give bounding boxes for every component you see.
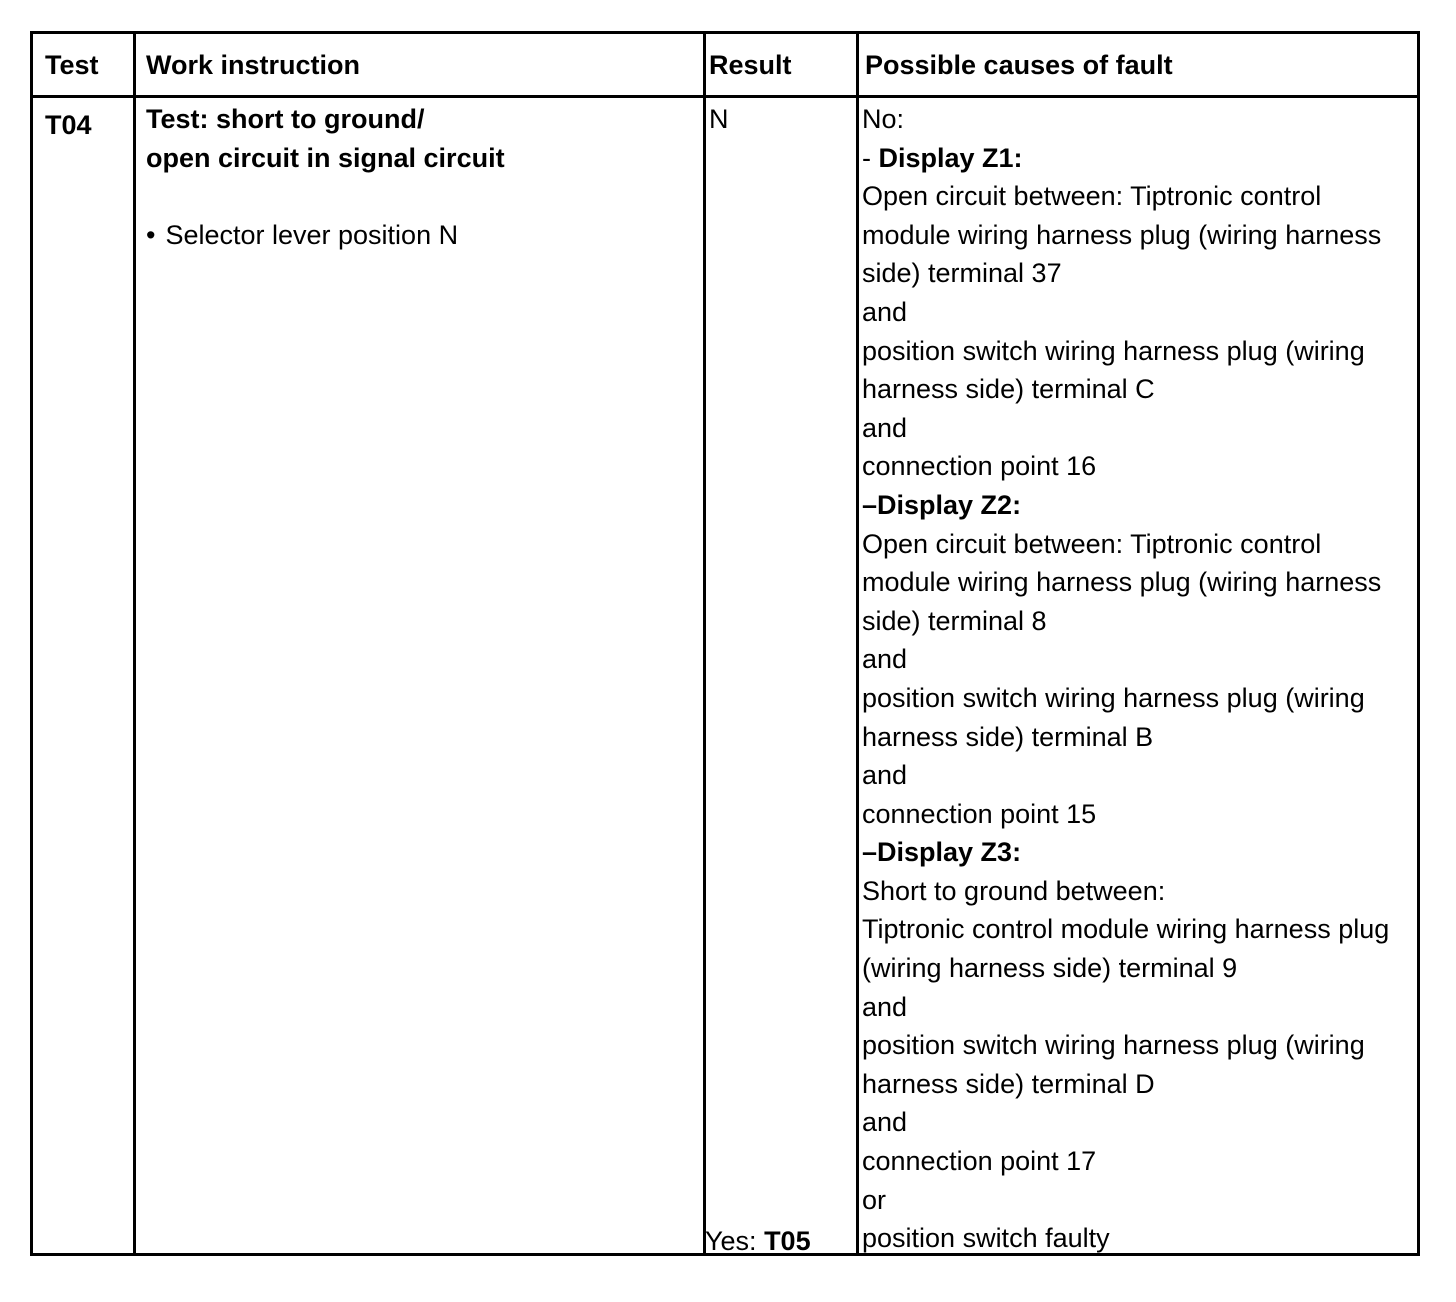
- cause-text: side) terminal 8: [862, 605, 1047, 636]
- cause-text: and: [862, 991, 908, 1022]
- cause-line: [862, 949, 1389, 988]
- cause-line: [862, 1219, 1389, 1258]
- cause-text: and: [862, 296, 908, 327]
- instruction-step: [146, 216, 505, 255]
- cause-text: and: [862, 1107, 908, 1138]
- diagnostic-table: [30, 31, 1420, 1256]
- column-divider-test: [133, 34, 136, 1253]
- cause-text: connection point 15: [862, 798, 1097, 829]
- header-divider: [33, 95, 1417, 98]
- instruction-title-line1: Test: short to ground/: [146, 104, 425, 134]
- cause-text: module wiring harness plug (wiring harness: [862, 219, 1382, 250]
- result-yes: [705, 1222, 811, 1261]
- cause-line: [862, 447, 1389, 486]
- cause-text: Open circuit between: Tiptronic control: [862, 528, 1322, 559]
- cause-text: Short to ground between:: [862, 875, 1166, 906]
- column-divider-instruction: [703, 34, 706, 1253]
- cause-text: side) terminal 37: [862, 258, 1062, 289]
- result-value: N: [709, 104, 729, 134]
- cause-text: position switch wiring harness plug (wiring: [862, 335, 1365, 366]
- cause-text: Open circuit between: Tiptronic control: [862, 181, 1322, 212]
- cause-line: [862, 216, 1389, 255]
- possible-causes-cell: [862, 100, 1389, 1258]
- cause-text: position switch wiring harness plug (wiring: [862, 682, 1365, 713]
- cause-line: [862, 1103, 1389, 1142]
- spacer: [146, 177, 505, 216]
- cause-line: [862, 332, 1389, 371]
- cause-line: [862, 525, 1389, 564]
- cause-text: and: [862, 412, 908, 443]
- header-possible-causes: Possible causes of fault: [865, 50, 1173, 80]
- cause-line: [862, 293, 1389, 332]
- cause-text: module wiring harness plug (wiring harness: [862, 567, 1382, 598]
- cause-text: harness side) terminal B: [862, 721, 1154, 752]
- cause-line: [862, 409, 1389, 448]
- cause-text: or: [862, 1184, 887, 1215]
- cause-line: [862, 563, 1389, 602]
- cause-text: Tiptronic control module wiring harness plug: [862, 914, 1390, 945]
- cause-text: –Display Z3:: [862, 837, 1022, 868]
- cause-text: harness side) terminal D: [862, 1068, 1155, 1099]
- header-work-instruction: Work instruction: [146, 50, 361, 80]
- cause-text: connection point 16: [862, 451, 1097, 482]
- cause-line: [862, 640, 1389, 679]
- cause-line: [862, 1142, 1389, 1181]
- cause-text: (wiring harness side) terminal 9: [862, 953, 1238, 984]
- cause-text: –Display Z2:: [862, 489, 1022, 520]
- cause-text: and: [862, 644, 908, 675]
- cause-text: connection point 17: [862, 1146, 1097, 1177]
- cause-text: position switch wiring harness plug (wiring: [862, 1030, 1365, 1061]
- cause-line: [862, 602, 1389, 641]
- cause-line: [862, 254, 1389, 293]
- cause-line: [862, 100, 1389, 139]
- test-id: T04: [45, 110, 92, 140]
- cause-line: [862, 1026, 1389, 1065]
- cause-line: [862, 833, 1389, 872]
- cause-line: [862, 679, 1389, 718]
- cause-line: [862, 370, 1389, 409]
- cause-line: [862, 795, 1389, 834]
- cause-line: [862, 910, 1389, 949]
- bullet-icon: •: [146, 219, 156, 250]
- cause-line: [862, 756, 1389, 795]
- cause-line: [862, 718, 1389, 757]
- instruction-step-text: Selector lever position N: [165, 219, 459, 250]
- header-result: Result: [709, 50, 792, 80]
- cause-text: No:: [862, 104, 905, 134]
- cause-text: harness side) terminal C: [862, 374, 1155, 405]
- result-yes-target: T05: [764, 1226, 811, 1256]
- result-yes-label: Yes:: [705, 1226, 765, 1256]
- cause-line: [862, 139, 1389, 178]
- cause-text: position switch faulty: [862, 1223, 1110, 1254]
- cause-line: [862, 177, 1389, 216]
- work-instruction-cell: [146, 100, 505, 254]
- column-divider-result: [856, 34, 859, 1253]
- cause-line: [862, 1065, 1389, 1104]
- cause-line: [862, 486, 1389, 525]
- cause-prefix: -: [862, 142, 879, 173]
- cause-line: [862, 988, 1389, 1027]
- cause-line: [862, 872, 1389, 911]
- instruction-title-line2: open circuit in signal circuit: [146, 142, 505, 173]
- header-test: Test: [45, 50, 99, 80]
- cause-line: [862, 1181, 1389, 1220]
- cause-text: Display Z1:: [878, 142, 1023, 173]
- cause-text: and: [862, 760, 908, 791]
